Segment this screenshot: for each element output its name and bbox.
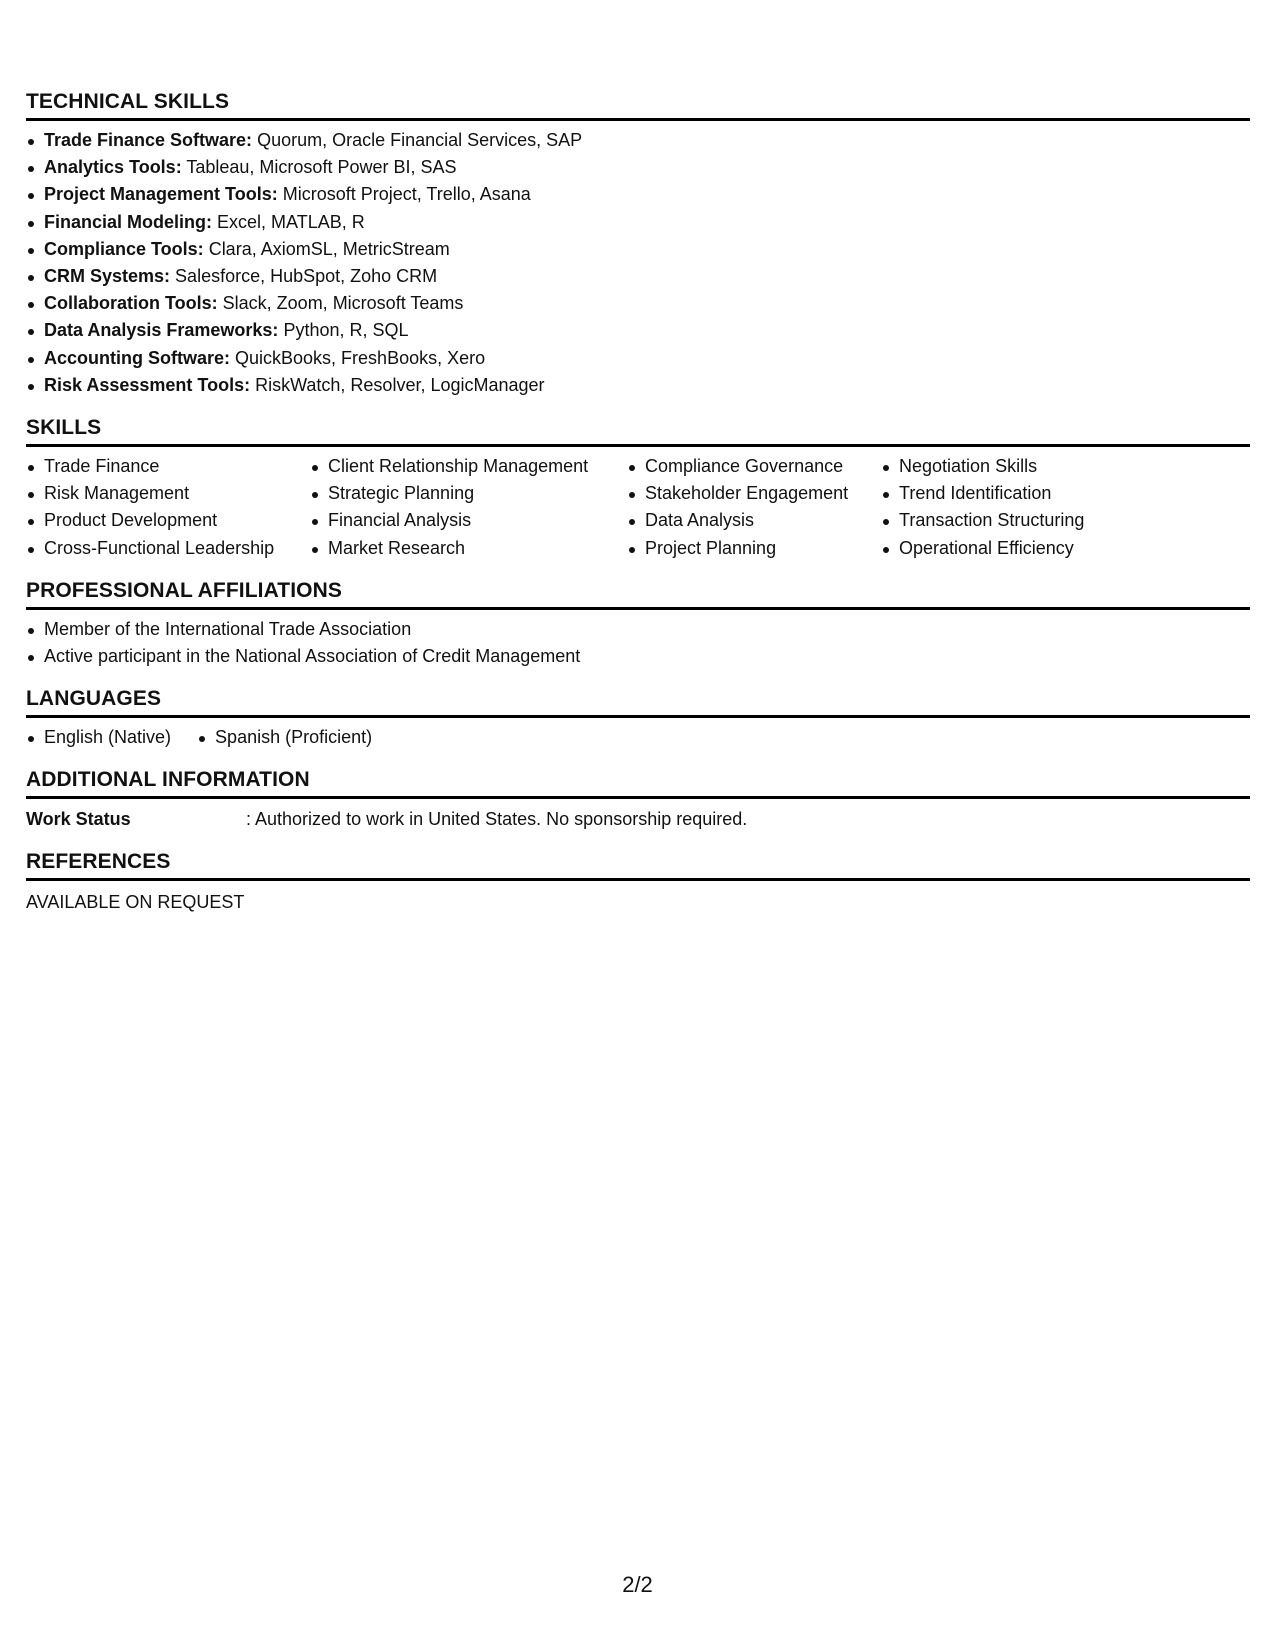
languages-section	[26, 687, 1250, 751]
skill-category-label: Financial Modeling:	[44, 211, 213, 232]
list-item: Market Research	[328, 535, 627, 562]
list-item: Strategic Planning	[328, 480, 627, 507]
list-item: Risk Management	[44, 480, 310, 507]
references-text: AVAILABLE ON REQUEST	[26, 892, 245, 913]
affiliations-section	[26, 579, 1250, 670]
list-item: Operational Efficiency	[899, 535, 1139, 562]
list-item	[44, 263, 1250, 290]
list-item: Trend Identification	[899, 480, 1139, 507]
list-item: Active participant in the National Association of Credit Management	[44, 643, 1250, 670]
skill-category-value: Salesforce, HubSpot, Zoho CRM	[170, 266, 438, 287]
skill-category-label: Analytics Tools:	[44, 157, 182, 178]
language-item: English (Native)	[44, 724, 171, 751]
skills-column	[627, 453, 881, 562]
affiliations-list	[26, 616, 1250, 670]
list-item: Stakeholder Engagement	[645, 480, 881, 507]
skill-category-value: Python, R, SQL	[278, 320, 409, 341]
list-item: Member of the International Trade Association	[44, 616, 1250, 643]
skill-category-label: Project Management Tools:	[44, 184, 278, 205]
page-number: 2/2	[622, 1572, 653, 1597]
skill-category-label: Data Analysis Frameworks:	[44, 320, 279, 341]
skills-column	[26, 453, 310, 562]
list-item	[44, 209, 1250, 236]
list-item	[44, 290, 1250, 317]
section-title-technical-skills: TECHNICAL SKILLS	[26, 90, 1250, 121]
list-item: Financial Analysis	[328, 507, 627, 534]
list-item: Product Development	[44, 507, 310, 534]
section-title-skills: SKILLS	[26, 416, 1250, 447]
languages-list	[26, 724, 1250, 751]
work-status-label: Work Status	[26, 809, 131, 830]
section-title-languages: LANGUAGES	[26, 687, 1250, 718]
work-status-value: : Authorized to work in United States. No sponsorship required.	[246, 809, 748, 830]
list-item: Trade Finance	[44, 453, 310, 480]
language-item: Spanish (Proficient)	[215, 724, 372, 751]
list-item	[44, 345, 1250, 372]
skill-category-value: Clara, AxiomSL, MetricStream	[203, 238, 450, 259]
skill-category-label: Risk Assessment Tools:	[44, 374, 251, 395]
list-item	[44, 181, 1250, 208]
skills-section	[26, 416, 1250, 562]
list-item	[44, 372, 1250, 399]
skill-category-label: Accounting Software:	[44, 347, 231, 368]
work-status-row	[26, 806, 1250, 833]
skills-column	[881, 453, 1139, 562]
skill-category-value: Microsoft Project, Trello, Asana	[277, 184, 531, 205]
skills-column	[310, 453, 627, 562]
references-section	[26, 850, 1250, 916]
skill-category-value: RiskWatch, Resolver, LogicManager	[250, 374, 545, 395]
skill-category-label: Collaboration Tools:	[44, 293, 218, 314]
list-item	[44, 317, 1250, 344]
skill-category-label: Trade Finance Software:	[44, 130, 253, 150]
skill-category-label: Compliance Tools:	[44, 238, 204, 259]
list-item: Project Planning	[645, 535, 881, 562]
additional-info-section	[26, 768, 1250, 833]
skill-category-value: Quorum, Oracle Financial Services, SAP	[252, 130, 583, 150]
skill-category-value: Slack, Zoom, Microsoft Teams	[217, 293, 464, 314]
skills-grid	[26, 453, 1250, 562]
skill-category-value: QuickBooks, FreshBooks, Xero	[230, 347, 486, 368]
skill-category-value: Excel, MATLAB, R	[212, 211, 365, 232]
list-item: Negotiation Skills	[899, 453, 1139, 480]
section-title-references: REFERENCES	[26, 850, 1250, 881]
section-title-affiliations: PROFESSIONAL AFFILIATIONS	[26, 579, 1250, 610]
skill-category-value: Tableau, Microsoft Power BI, SAS	[181, 157, 457, 178]
technical-skills-section	[26, 90, 1250, 399]
list-item	[44, 127, 1250, 154]
list-item	[44, 236, 1250, 263]
list-item: Data Analysis	[645, 507, 881, 534]
list-item: Client Relationship Management	[328, 453, 627, 480]
section-title-additional-info: ADDITIONAL INFORMATION	[26, 768, 1250, 799]
list-item: Transaction Structuring	[899, 507, 1139, 534]
list-item: Compliance Governance	[645, 453, 881, 480]
list-item	[44, 154, 1250, 181]
list-item: Cross-Functional Leadership	[44, 535, 310, 562]
technical-skills-list	[26, 127, 1250, 399]
resume-page	[26, 90, 1250, 933]
skill-category-label: CRM Systems:	[44, 266, 171, 287]
